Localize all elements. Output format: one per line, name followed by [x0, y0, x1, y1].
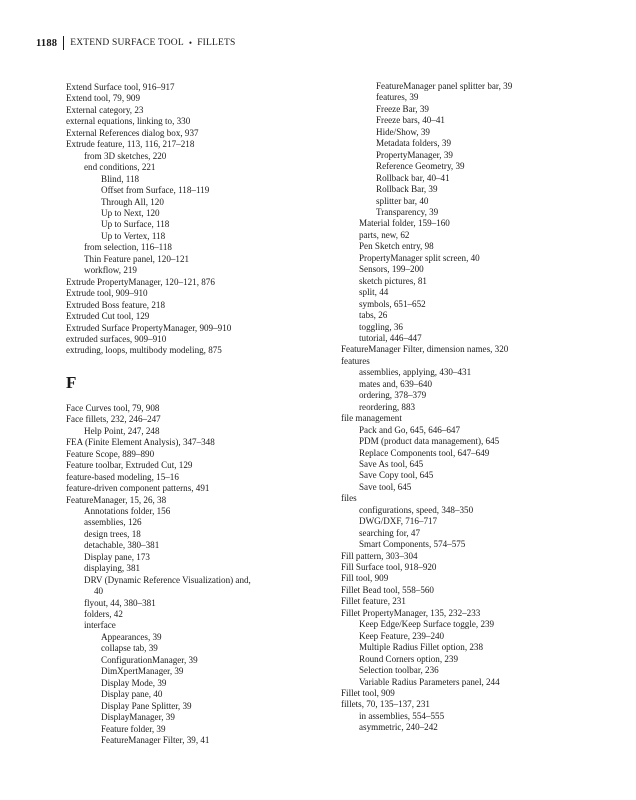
- index-subentry: features, 39: [376, 92, 419, 103]
- index-subentry: collapse tab, 39: [101, 643, 158, 654]
- index-entry: Fillet PropertyManager, 135, 232–233: [341, 607, 481, 618]
- index-subentry: DimXpertManager, 39: [101, 666, 184, 677]
- index-subentry: Keep Edge/Keep Surface toggle, 239: [359, 619, 495, 630]
- index-entries-group: [66, 403, 334, 747]
- index-subentry: Save Copy tool, 645: [359, 470, 434, 481]
- index-subentry: Display Mode, 39: [101, 677, 167, 688]
- index-subentry: Smart Components, 574–575: [359, 539, 466, 550]
- index-subentry: Annotations folder, 156: [84, 505, 171, 516]
- index-subentry: DRV (Dynamic Reference Visualization) and,: [84, 574, 251, 585]
- index-subentry: end conditions, 221: [84, 162, 156, 173]
- index-entry: feature-based modeling, 15–16: [66, 471, 179, 482]
- index-subentry: DisplayManager, 39: [101, 712, 175, 723]
- index-subentry: PropertyManager, 39: [376, 149, 453, 160]
- index-entry: Extend tool, 79, 909: [66, 93, 141, 104]
- index-column-right: [341, 81, 601, 734]
- index-entry: Extruded Cut tool, 129: [66, 311, 150, 322]
- index-subentry: assemblies, 126: [84, 517, 142, 528]
- index-subentry: configurations, speed, 348–350: [359, 504, 474, 515]
- index-subentry: Keep Feature, 239–240: [359, 630, 445, 641]
- index-subentry: Through All, 120: [101, 196, 164, 207]
- index-subentry: Blind, 118: [101, 173, 140, 184]
- index-entry: extruding, loops, multibody modeling, 875: [66, 345, 222, 356]
- page-number: 1188: [36, 37, 58, 49]
- index-subentry: FeatureManager Filter, 39, 41: [101, 735, 210, 746]
- index-entry: Fillet feature, 231: [341, 596, 406, 607]
- index-subentry: Sensors, 199–200: [359, 264, 424, 275]
- index-subentry: Transparency, 39: [376, 206, 439, 217]
- index-subentry: toggling, 36: [359, 321, 403, 332]
- index-entry: Feature toolbar, Extruded Cut, 129: [66, 460, 193, 471]
- index-subentry: symbols, 651–652: [359, 298, 426, 309]
- index-subentry: from selection, 116–118: [84, 242, 172, 253]
- index-entry: feature-driven component patterns, 491: [66, 483, 210, 494]
- index-subentry: Save As tool, 645: [359, 458, 424, 469]
- index-subentry: Material folder, 159–160: [359, 218, 450, 229]
- index-entries-group: [66, 82, 334, 357]
- index-entry: Extruded Boss feature, 218: [66, 299, 165, 310]
- index-entry: FeatureManager Filter, dimension names, 320: [341, 344, 509, 355]
- index-entry: Extrude PropertyManager, 120–121, 876: [66, 276, 215, 287]
- index-entry: files: [341, 493, 357, 504]
- index-subentry: FeatureManager panel splitter bar, 39: [376, 81, 513, 91]
- index-subentry: Freeze bars, 40–41: [376, 115, 445, 126]
- index-subentry: Appearances, 39: [101, 631, 162, 642]
- index-entry: extruded surfaces, 909–910: [66, 333, 167, 344]
- index-subentry: Rollback bar, 40–41: [376, 172, 450, 183]
- index-subentry: Display Pane Splitter, 39: [101, 700, 192, 711]
- index-subentry: displaying, 381: [84, 563, 141, 574]
- index-subentry: Up to Vertex, 118: [101, 230, 166, 241]
- index-entry: Fill tool, 909: [341, 573, 389, 584]
- index-subentry: Reference Geometry, 39: [376, 161, 465, 172]
- index-entry: Extrude tool, 909–910: [66, 288, 148, 299]
- index-subentry: from 3D sketches, 220: [84, 150, 167, 161]
- index-subentry: folders, 42: [84, 609, 123, 620]
- index-subentry: Round Corners option, 239: [359, 653, 459, 664]
- index-subentry: Feature folder, 39: [101, 723, 166, 734]
- index-subentry: workflow, 219: [84, 265, 137, 276]
- index-subentry: 40: [94, 586, 104, 597]
- index-subentry: ConfigurationManager, 39: [101, 654, 198, 665]
- index-subentry: Display pane, 40: [101, 689, 163, 700]
- index-subentry: detachable, 380–381: [84, 540, 160, 551]
- index-subentry: sketch pictures, 81: [359, 275, 427, 286]
- index-subentry: in assemblies, 554–555: [359, 710, 445, 721]
- index-subentry: Thin Feature panel, 120–121: [84, 253, 190, 264]
- index-subentry: Rollback Bar, 39: [376, 184, 438, 195]
- index-subentry: Up to Next, 120: [101, 207, 160, 218]
- index-subentry: Selection toolbar, 236: [359, 665, 439, 676]
- index-entry: Extrude feature, 113, 116, 217–218: [66, 139, 195, 150]
- index-entry: fillets, 70, 135–137, 231: [341, 699, 430, 710]
- index-subentry: PropertyManager split screen, 40: [359, 252, 480, 263]
- index-entries-group: [341, 81, 601, 734]
- index-entry: Extruded Surface PropertyManager, 909–910: [66, 322, 232, 333]
- index-subentry: ordering, 378–379: [359, 390, 427, 401]
- index-subentry: Save tool, 645: [359, 481, 412, 492]
- index-subentry: Offset from Surface, 118–119: [101, 185, 210, 196]
- index-entry: Fill pattern, 303–304: [341, 550, 418, 561]
- index-subentry: split, 44: [359, 287, 389, 298]
- index-entry: Extend Surface tool, 916–917: [66, 82, 175, 92]
- index-entry: FeatureManager, 15, 26, 38: [66, 494, 167, 505]
- index-entry: Fillet Bead tool, 558–560: [341, 584, 434, 595]
- index-subentry: tutorial, 446–447: [359, 332, 422, 343]
- index-subentry: searching for, 47: [359, 527, 420, 538]
- header-section-subtitle: FILLETS: [197, 38, 236, 48]
- index-subentry: Replace Components tool, 647–649: [359, 447, 490, 458]
- index-subentry: parts, new, 62: [359, 229, 410, 240]
- index-subentry: Metadata folders, 39: [376, 138, 451, 149]
- index-subentry: flyout, 44, 380–381: [84, 597, 156, 608]
- index-subentry: Freeze Bar, 39: [376, 103, 429, 114]
- index-subentry: DWG/DXF, 716–717: [359, 516, 438, 527]
- index-entry: Face fillets, 232, 246–247: [66, 414, 161, 425]
- index-subentry: Pen Sketch entry, 98: [359, 241, 434, 252]
- index-subentry: Up to Surface, 118: [101, 219, 170, 230]
- index-entry: features: [341, 355, 370, 366]
- index-subentry: design trees, 18: [84, 528, 141, 539]
- index-entry: file management: [341, 413, 402, 424]
- index-subentry: Multiple Radius Fillet option, 238: [359, 642, 484, 653]
- index-subentry: asymmetric, 240–242: [359, 722, 438, 733]
- running-header: [36, 36, 236, 50]
- header-section-title: EXTEND SURFACE TOOL: [70, 38, 184, 48]
- index-subentry: assemblies, applying, 430–431: [359, 367, 472, 378]
- index-subentry: reordering, 883: [359, 401, 416, 412]
- index-entry: Face Curves tool, 79, 908: [66, 402, 160, 413]
- index-subentry: Display pane, 173: [84, 551, 150, 562]
- index-subentry: interface: [84, 620, 116, 631]
- header-separator: •: [188, 38, 193, 48]
- index-subentry: Help Point, 247, 248: [84, 425, 160, 436]
- index-entry: Fillet tool, 909: [341, 688, 395, 699]
- index-entry: FEA (Finite Element Analysis), 347–348: [66, 437, 215, 448]
- index-subentry: tabs, 26: [359, 310, 388, 321]
- letter-heading: F: [66, 372, 77, 392]
- index-entry: external equations, linking to, 330: [66, 116, 191, 127]
- index-subentry: Variable Radius Parameters panel, 244: [359, 676, 500, 687]
- index-subentry: splitter bar, 40: [376, 195, 429, 206]
- index-entry: Feature Scope, 889–890: [66, 448, 155, 459]
- index-subentry: PDM (product data management), 645: [359, 436, 500, 447]
- index-subentry: Pack and Go, 645, 646–647: [359, 424, 461, 435]
- index-entry: External category, 23: [66, 104, 144, 115]
- index-subentry: mates and, 639–640: [359, 378, 432, 389]
- header-divider: [63, 36, 64, 50]
- index-entry: Fill Surface tool, 918–920: [341, 562, 437, 573]
- index-subentry: Hide/Show, 39: [376, 126, 430, 137]
- index-entry: External References dialog box, 937: [66, 127, 199, 138]
- index-column-left: [66, 82, 334, 746]
